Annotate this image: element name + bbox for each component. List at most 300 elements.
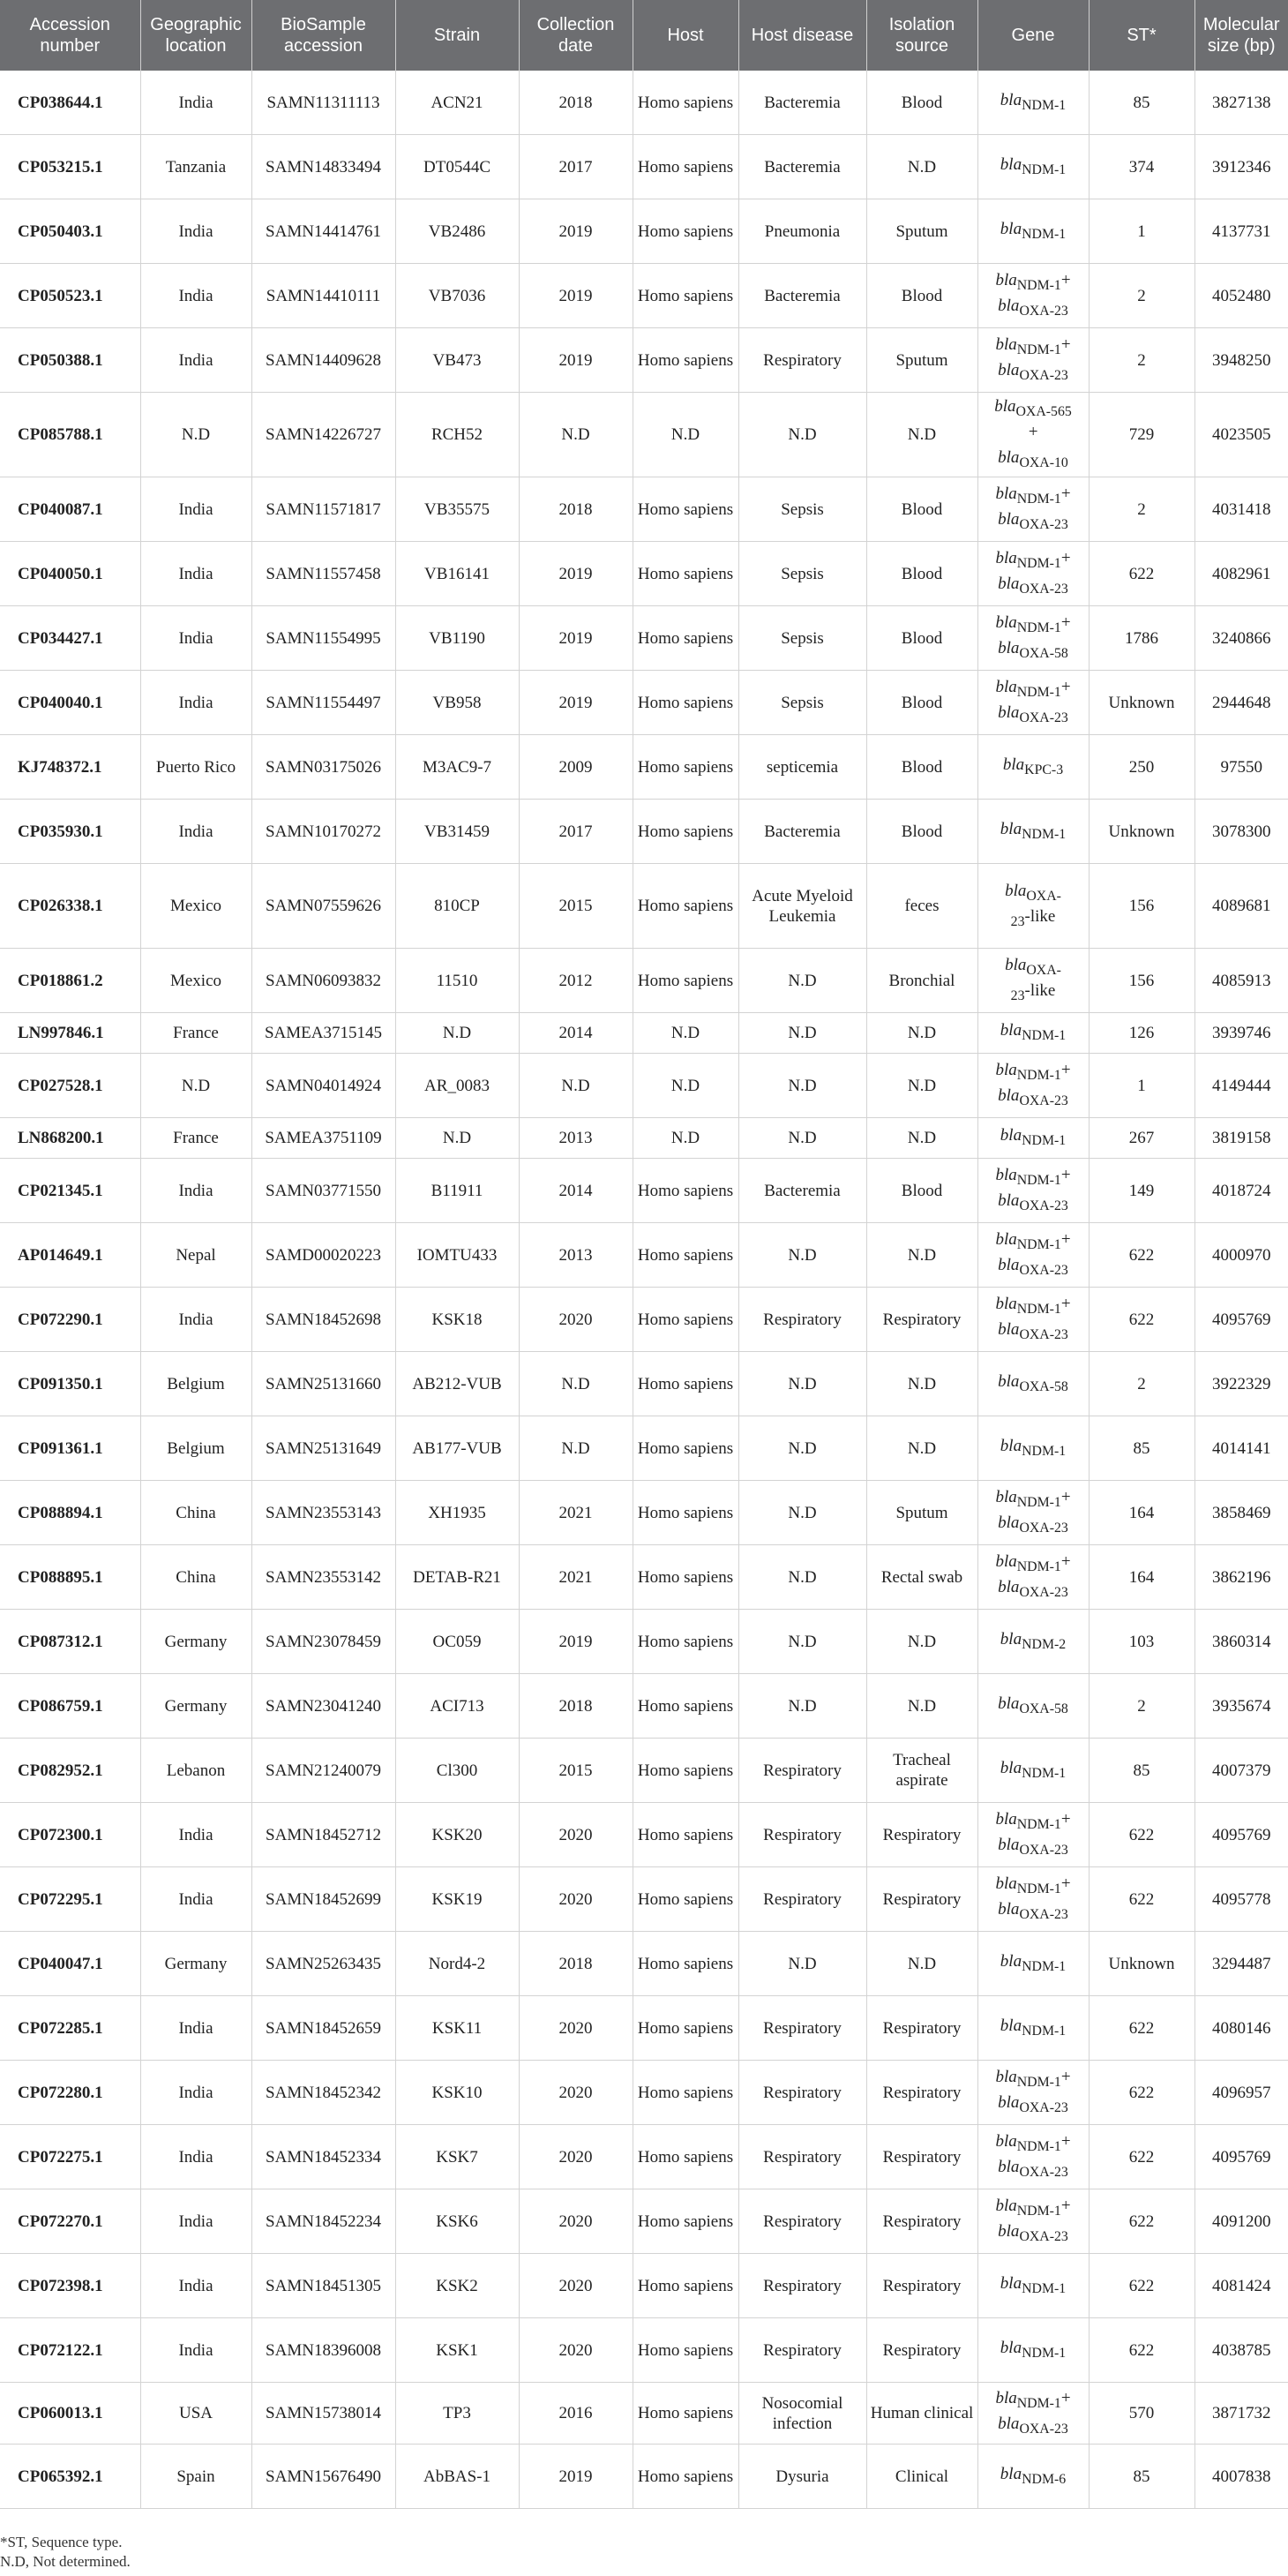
location-cell: France [140, 1013, 251, 1054]
st-cell: 250 [1089, 735, 1194, 800]
molecular-size-cell: 4031418 [1194, 477, 1288, 542]
molecular-size-cell: 3939746 [1194, 1013, 1288, 1054]
location-cell: India [140, 606, 251, 671]
collection-date-cell: 2018 [519, 71, 633, 135]
gene-variant: NDM-1 [1022, 1765, 1067, 1781]
gene-variant: NDM-6 [1022, 2471, 1067, 2487]
gene-base: bla [995, 271, 1017, 290]
gene-variant: NDM-1 [1016, 685, 1061, 700]
location-cell: USA [140, 2383, 251, 2445]
gene-cell [977, 199, 1089, 264]
gene-base: bla [998, 1191, 1020, 1210]
host-cell: Homo sapiens [633, 199, 738, 264]
location-cell: India [140, 671, 251, 735]
host-disease-cell: Sepsis [738, 606, 866, 671]
header-st: ST* [1089, 0, 1194, 71]
host-cell: Homo sapiens [633, 542, 738, 606]
gene-variant: OXA-58 [1019, 1701, 1068, 1716]
strain-cell: VB35575 [395, 477, 519, 542]
gene-variant: NDM-1 [1022, 826, 1067, 842]
gene-cell [977, 606, 1089, 671]
gene-line [982, 819, 1085, 845]
collection-date-cell: 2012 [519, 949, 633, 1013]
strain-cell: KSK20 [395, 1803, 519, 1867]
collection-date-cell: N.D [519, 1352, 633, 1416]
host-cell: Homo sapiens [633, 949, 738, 1013]
isolation-source-cell: Blood [866, 606, 977, 671]
biosample-cell: SAMN23078459 [251, 1610, 395, 1674]
isolation-source-cell: Respiratory [866, 1867, 977, 1932]
molecular-size-cell: 4137731 [1194, 199, 1288, 264]
isolation-source-cell: Sputum [866, 1481, 977, 1545]
location-cell: India [140, 2061, 251, 2125]
gene-variant: NDM-1 [1022, 2345, 1067, 2361]
accession-cell: CP035930.1 [0, 800, 140, 864]
host-disease-cell: N.D [738, 1352, 866, 1416]
gene-suffix: + [1060, 1552, 1071, 1572]
molecular-size-cell: 3922329 [1194, 1352, 1288, 1416]
biosample-cell: SAMN18396008 [251, 2318, 395, 2383]
isolation-source-cell: N.D [866, 1932, 977, 1996]
gene-suffix: + [1060, 2197, 1071, 2216]
biosample-cell: SAMN18452659 [251, 1996, 395, 2061]
collection-date-cell: 2018 [519, 1932, 633, 1996]
gene-variant: NDM-1 [1022, 1027, 1067, 1043]
gene-variant: NDM-1 [1022, 1443, 1067, 1459]
gene-base: bla [994, 397, 1016, 417]
host-cell: Homo sapiens [633, 606, 738, 671]
gene-line [982, 1487, 1085, 1513]
isolation-source-cell: N.D [866, 135, 977, 199]
gene-variant: NDM-1 [1016, 2204, 1061, 2219]
molecular-size-cell: 3912346 [1194, 135, 1288, 199]
header-collection-date: Collection date [519, 0, 633, 71]
gene-variant: OXA-23 [1019, 1520, 1068, 1536]
gene-line [982, 1513, 1085, 1538]
biosample-cell: SAMN03175026 [251, 735, 395, 800]
gene-variant: OXA-23 [1019, 1842, 1068, 1858]
gene-variant: NDM-1 [1022, 1958, 1067, 1974]
host-disease-cell: Respiratory [738, 1739, 866, 1803]
gene-cell [977, 735, 1089, 800]
strain-cell: VB16141 [395, 542, 519, 606]
gene-base: bla [995, 1874, 1017, 1894]
gene-variant: NDM-1 [1022, 2280, 1067, 2296]
gene-suffix: + [1060, 1061, 1071, 1080]
gene-base: bla [1000, 1758, 1022, 1777]
collection-date-cell: 2019 [519, 264, 633, 328]
location-cell: India [140, 2254, 251, 2318]
isolation-source-cell: N.D [866, 1674, 977, 1739]
gene-suffix: + [1060, 1230, 1071, 1250]
host-cell: Homo sapiens [633, 1739, 738, 1803]
isolation-source-cell: Respiratory [866, 2061, 977, 2125]
isolation-source-cell: Respiratory [866, 2254, 977, 2318]
st-cell: 156 [1089, 949, 1194, 1013]
molecular-size-cell: 3858469 [1194, 1481, 1288, 1545]
host-disease-cell: Respiratory [738, 2189, 866, 2254]
collection-date-cell: 2020 [519, 1867, 633, 1932]
location-cell: India [140, 542, 251, 606]
gene-line [982, 1874, 1085, 1899]
gene-variant: OXA-23 [1019, 1906, 1068, 1922]
gene-suffix: + [1060, 1874, 1071, 1894]
biosample-cell: SAMN18452342 [251, 2061, 395, 2125]
st-cell: 2 [1089, 328, 1194, 393]
accession-cell: AP014649.1 [0, 1223, 140, 1288]
table-row [0, 1481, 1288, 1545]
collection-date-cell: 2019 [519, 1610, 633, 1674]
st-cell: 622 [1089, 1996, 1194, 2061]
strain-cell: KSK11 [395, 1996, 519, 2061]
gene-line [982, 2131, 1085, 2157]
gene-line [982, 1294, 1085, 1319]
gene-suffix: + [1060, 678, 1071, 697]
host-disease-cell: N.D [738, 1674, 866, 1739]
gene-suffix: + [1060, 1810, 1071, 1829]
gene-line [982, 1125, 1085, 1151]
gene-line [982, 334, 1085, 360]
table-row [0, 1867, 1288, 1932]
location-cell: China [140, 1545, 251, 1610]
gene-cell [977, 800, 1089, 864]
st-cell: 85 [1089, 71, 1194, 135]
st-cell: 2 [1089, 1674, 1194, 1739]
table-row [0, 1013, 1288, 1054]
location-cell: Spain [140, 2445, 251, 2509]
table-row [0, 1159, 1288, 1223]
gene-line [982, 1629, 1085, 1655]
accession-cell: CP072270.1 [0, 2189, 140, 2254]
biosample-cell: SAMN25263435 [251, 1932, 395, 1996]
gene-cell [977, 1932, 1089, 1996]
collection-date-cell: N.D [519, 1054, 633, 1118]
accession-cell: CP088894.1 [0, 1481, 140, 1545]
host-disease-cell: Respiratory [738, 1867, 866, 1932]
host-disease-cell: N.D [738, 393, 866, 477]
isolation-source-cell: Blood [866, 671, 977, 735]
gene-line [982, 980, 1085, 1006]
gene-cell [977, 1674, 1089, 1739]
biosample-cell: SAMN15738014 [251, 2383, 395, 2445]
location-cell: Belgium [140, 1416, 251, 1481]
location-cell: N.D [140, 1054, 251, 1118]
st-cell: 622 [1089, 1803, 1194, 1867]
strain-cell: VB31459 [395, 800, 519, 864]
accession-cell: CP053215.1 [0, 135, 140, 199]
gene-variant: 23 [1010, 913, 1025, 929]
host-cell: N.D [633, 1118, 738, 1159]
accession-cell: CP034427.1 [0, 606, 140, 671]
collection-date-cell: 2019 [519, 328, 633, 393]
header-host: Host [633, 0, 738, 71]
isolation-source-cell: Sputum [866, 328, 977, 393]
accession-cell: KJ748372.1 [0, 735, 140, 800]
molecular-size-cell: 3294487 [1194, 1932, 1288, 1996]
gene-line [982, 1809, 1085, 1835]
gene-line [982, 574, 1085, 599]
molecular-size-cell: 4149444 [1194, 1054, 1288, 1118]
strain-cell: VB473 [395, 328, 519, 393]
table-row [0, 864, 1288, 949]
table-row [0, 671, 1288, 735]
molecular-size-cell: 4095769 [1194, 2125, 1288, 2189]
location-cell: China [140, 1481, 251, 1545]
table-row [0, 2189, 1288, 2254]
gene-cell [977, 2254, 1089, 2318]
collection-date-cell: 2014 [519, 1013, 633, 1054]
isolation-source-cell: Blood [866, 735, 977, 800]
header-molecular-size: Molecular size (bp) [1194, 0, 1288, 71]
strain-cell: KSK2 [395, 2254, 519, 2318]
location-cell: India [140, 2125, 251, 2189]
table-row [0, 199, 1288, 264]
gene-base: bla [998, 639, 1020, 657]
gene-cell [977, 2189, 1089, 2254]
host-cell: Homo sapiens [633, 2061, 738, 2125]
molecular-size-cell: 4080146 [1194, 1996, 1288, 2061]
st-cell: 622 [1089, 1223, 1194, 1288]
biosample-cell: SAMD00020223 [251, 1223, 395, 1288]
biosample-cell: SAMN25131649 [251, 1416, 395, 1481]
st-cell: 126 [1089, 1013, 1194, 1054]
gene-cell [977, 949, 1089, 1013]
gene-line [982, 1577, 1085, 1603]
gene-suffix: + [1060, 2132, 1071, 2152]
host-disease-cell: Respiratory [738, 328, 866, 393]
strain-cell: VB7036 [395, 264, 519, 328]
isolation-source-cell: Human clinical [866, 2383, 977, 2445]
host-cell: Homo sapiens [633, 71, 738, 135]
molecular-size-cell: 4095769 [1194, 1803, 1288, 1867]
isolation-source-cell: feces [866, 864, 977, 949]
isolation-source-cell: N.D [866, 1610, 977, 1674]
location-cell: India [140, 2318, 251, 2383]
strain-cell: B11911 [395, 1159, 519, 1223]
table-row [0, 477, 1288, 542]
gene-base: bla [995, 1166, 1017, 1185]
gene-cell [977, 542, 1089, 606]
gene-suffix: + [1060, 335, 1071, 355]
isolation-source-cell: Blood [866, 71, 977, 135]
gene-line [982, 1694, 1085, 1719]
gene-suffix: + [1060, 484, 1071, 504]
biosample-cell: SAMN06093832 [251, 949, 395, 1013]
strain-cell: KSK19 [395, 1867, 519, 1932]
accession-cell: CP072290.1 [0, 1288, 140, 1352]
molecular-size-cell: 4023505 [1194, 393, 1288, 477]
accession-cell: CP050388.1 [0, 328, 140, 393]
gene-variant: OXA-23 [1019, 2164, 1068, 2180]
host-disease-cell: septicemia [738, 735, 866, 800]
gene-cell [977, 671, 1089, 735]
gene-variant: NDM-1 [1016, 1237, 1061, 1252]
gene-variant: NDM-1 [1016, 342, 1061, 357]
gene-line [982, 755, 1085, 780]
location-cell: India [140, 477, 251, 542]
biosample-cell: SAMN10170272 [251, 800, 395, 864]
st-cell: 622 [1089, 542, 1194, 606]
host-disease-cell: Sepsis [738, 477, 866, 542]
accession-cell: CP040040.1 [0, 671, 140, 735]
table-row [0, 1996, 1288, 2061]
isolation-source-cell: Rectal swab [866, 1545, 977, 1610]
host-disease-cell: N.D [738, 1118, 866, 1159]
host-cell: Homo sapiens [633, 1288, 738, 1352]
gene-line [982, 906, 1085, 932]
gene-base: bla [998, 1513, 1020, 1532]
location-cell: Germany [140, 1610, 251, 1674]
gene-line [982, 422, 1085, 447]
location-cell: Lebanon [140, 1739, 251, 1803]
gene-line [982, 1060, 1085, 1085]
isolation-source-cell: N.D [866, 1416, 977, 1481]
biosample-cell: SAMN18452712 [251, 1803, 395, 1867]
gene-line [982, 2157, 1085, 2182]
footnote-st: *ST, Sequence type. [0, 2534, 123, 2550]
accession-cell: CP091361.1 [0, 1416, 140, 1481]
st-cell: 156 [1089, 864, 1194, 949]
gene-base: bla [998, 1836, 1020, 1854]
strain-cell: M3AC9-7 [395, 735, 519, 800]
accession-cell: CP038644.1 [0, 71, 140, 135]
gene-line [982, 677, 1085, 702]
molecular-size-cell: 4018724 [1194, 1159, 1288, 1223]
gene-variant: 23 [1010, 988, 1025, 1003]
biosample-cell: SAMN18452334 [251, 2125, 395, 2189]
gene-base: bla [995, 1810, 1017, 1829]
molecular-size-cell: 4095778 [1194, 1867, 1288, 1932]
table-row [0, 2445, 1288, 2509]
biosample-cell: SAMEA3751109 [251, 1118, 395, 1159]
location-cell: India [140, 1867, 251, 1932]
molecular-size-cell: 4007379 [1194, 1739, 1288, 1803]
gene-line [982, 509, 1085, 535]
gene-suffix: + [1060, 2068, 1071, 2087]
gene-suffix: + [1060, 1488, 1071, 1507]
gene-line [982, 296, 1085, 321]
gene-base: bla [1000, 2273, 1022, 2293]
gene-line [982, 1319, 1085, 1345]
gene-base: bla [1000, 90, 1022, 109]
gene-variant: OXA-23 [1019, 1326, 1068, 1342]
isolation-source-cell: Blood [866, 1159, 977, 1223]
table-row [0, 2254, 1288, 2318]
gene-line [982, 484, 1085, 509]
gene-cell [977, 71, 1089, 135]
isolation-source-cell: Respiratory [866, 2125, 977, 2189]
host-disease-cell: N.D [738, 949, 866, 1013]
isolation-source-cell: Sputum [866, 199, 977, 264]
host-cell: Homo sapiens [633, 2189, 738, 2254]
strain-cell: VB2486 [395, 199, 519, 264]
gene-cell [977, 1739, 1089, 1803]
accession-cell: CP040050.1 [0, 542, 140, 606]
st-cell: 103 [1089, 1610, 1194, 1674]
gene-cell [977, 1118, 1089, 1159]
gene-cell [977, 1159, 1089, 1223]
collection-date-cell: 2020 [519, 2189, 633, 2254]
st-cell: 622 [1089, 1867, 1194, 1932]
biosample-cell: SAMN04014924 [251, 1054, 395, 1118]
host-cell: Homo sapiens [633, 1932, 738, 1996]
st-cell: Unknown [1089, 800, 1194, 864]
gene-line [982, 955, 1085, 980]
gene-variant: NDM-1 [1016, 2075, 1061, 2090]
st-cell: 149 [1089, 1159, 1194, 1223]
location-cell: India [140, 199, 251, 264]
isolation-source-cell: Bronchial [866, 949, 977, 1013]
gene-line [982, 447, 1085, 473]
host-cell: Homo sapiens [633, 2318, 738, 2383]
molecular-size-cell: 2944648 [1194, 671, 1288, 735]
location-cell: Tanzania [140, 135, 251, 199]
isolation-source-cell: Respiratory [866, 1996, 977, 2061]
accession-cell: CP021345.1 [0, 1159, 140, 1223]
host-cell: Homo sapiens [633, 1352, 738, 1416]
collection-date-cell: 2016 [519, 2383, 633, 2445]
table-row [0, 1352, 1288, 1416]
accession-cell: CP050523.1 [0, 264, 140, 328]
gene-line [982, 154, 1085, 180]
location-cell: India [140, 71, 251, 135]
host-cell: Homo sapiens [633, 1996, 738, 2061]
gene-base: bla [995, 1552, 1017, 1572]
gene-base: bla [995, 2197, 1017, 2216]
biosample-cell: SAMN23041240 [251, 1674, 395, 1739]
host-disease-cell: N.D [738, 1481, 866, 1545]
gene-line [982, 2196, 1085, 2221]
collection-date-cell: 2018 [519, 477, 633, 542]
table-row [0, 1288, 1288, 1352]
strain-cell: 11510 [395, 949, 519, 1013]
molecular-size-cell: 4089681 [1194, 864, 1288, 949]
accession-cell: CP088895.1 [0, 1545, 140, 1610]
gene-variant: KPC-3 [1024, 762, 1064, 777]
gene-suffix: + [1060, 2388, 1071, 2407]
header-gene: Gene [977, 0, 1089, 71]
location-cell: Belgium [140, 1352, 251, 1416]
host-cell: Homo sapiens [633, 1545, 738, 1610]
biosample-cell: SAMN11554995 [251, 606, 395, 671]
location-cell: India [140, 328, 251, 393]
gene-line [982, 638, 1085, 664]
accession-cell: CP072122.1 [0, 2318, 140, 2383]
gene-variant: OXA-23 [1019, 516, 1068, 532]
location-cell: India [140, 1159, 251, 1223]
gene-variant: NDM-1 [1016, 1559, 1061, 1574]
host-cell: Homo sapiens [633, 2383, 738, 2445]
isolation-source-cell: Clinical [866, 2445, 977, 2509]
gene-line [982, 2338, 1085, 2363]
gene-base: bla [1000, 1629, 1022, 1648]
molecular-size-cell: 3935674 [1194, 1674, 1288, 1739]
gene-variant: OXA-10 [1019, 454, 1068, 470]
st-cell: 729 [1089, 393, 1194, 477]
gene-cell [977, 328, 1089, 393]
gene-variant: NDM-2 [1022, 1636, 1067, 1652]
molecular-size-cell: 4014141 [1194, 1416, 1288, 1481]
table-body [0, 71, 1288, 2509]
gene-line [982, 90, 1085, 116]
gene-base: bla [998, 297, 1020, 315]
host-cell: Homo sapiens [633, 264, 738, 328]
gene-base: bla [1000, 154, 1022, 174]
gene-line [982, 2388, 1085, 2414]
biosample-cell: SAMN23553143 [251, 1481, 395, 1545]
host-disease-cell: N.D [738, 1054, 866, 1118]
header-host-disease: Host disease [738, 0, 866, 71]
